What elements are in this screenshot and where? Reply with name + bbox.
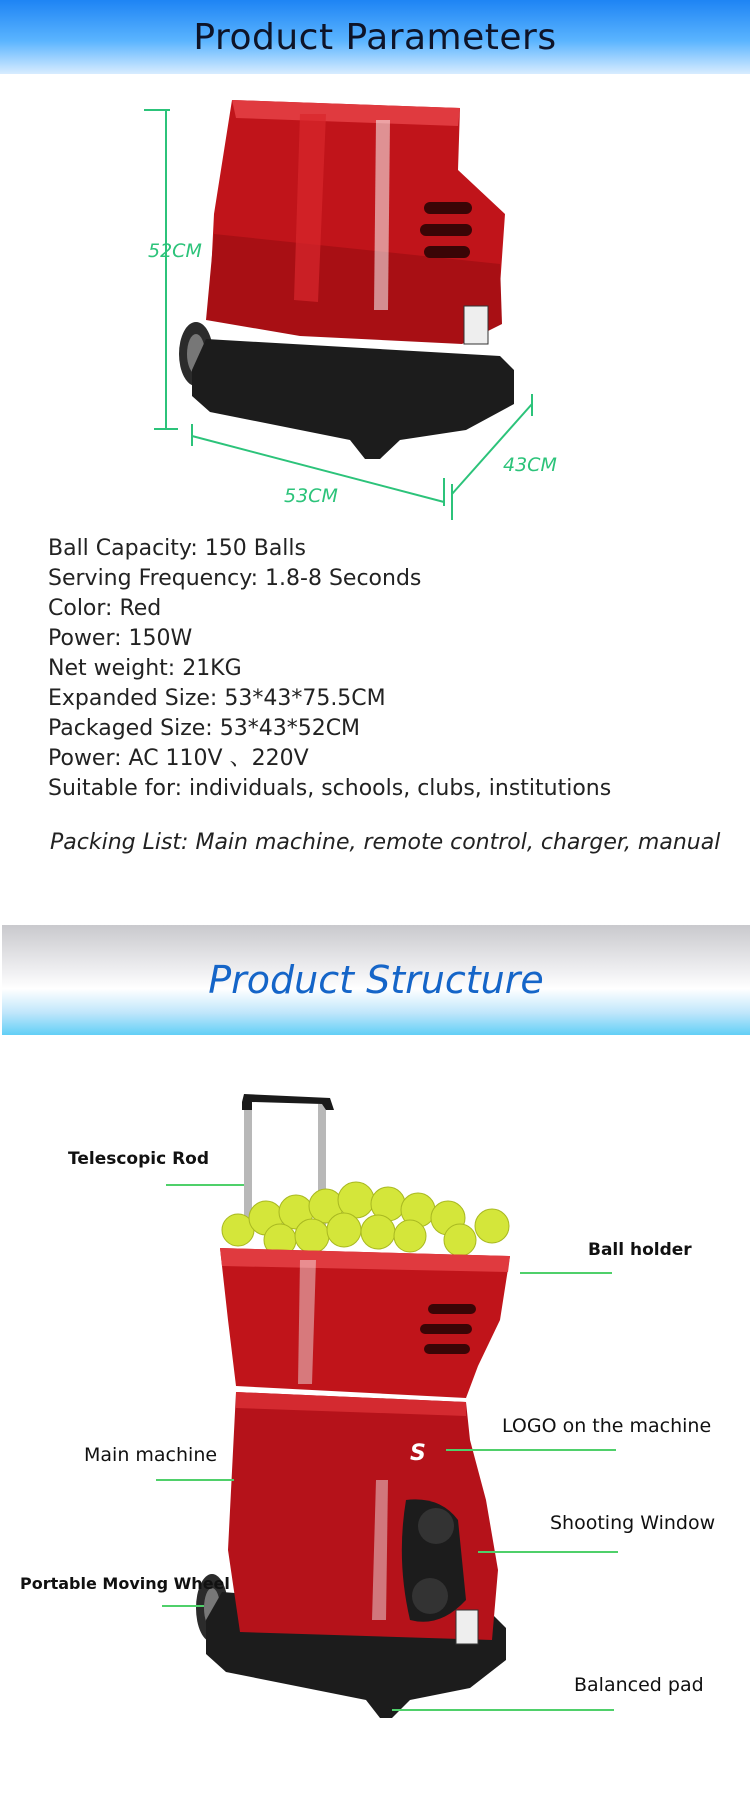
packing-list: Packing List: Main machine, remote control, charger, manual (50, 830, 721, 855)
section-header-parameters (0, 0, 750, 74)
label-moving-wheel: Portable Moving Wheel (20, 1574, 230, 1593)
product-structure-image (0, 1080, 750, 1740)
label-main-machine: Main machine (84, 1444, 218, 1466)
width-dimension-label: 53CM (284, 485, 338, 507)
depth-dimension-label: 43CM (503, 454, 557, 476)
spec-ball-capacity: Ball Capacity: 150 Balls (48, 536, 306, 561)
spec-color: Color: Red (48, 596, 162, 621)
callout-line-shooting-window (478, 1551, 618, 1553)
svg-text:S: S (410, 1441, 426, 1466)
label-ball-holder: Ball holder (588, 1240, 692, 1260)
spec-power: Power: 150W (48, 626, 193, 651)
callout-line-logo (446, 1449, 616, 1451)
label-logo: LOGO on the machine (502, 1415, 712, 1437)
spec-packaged-size: Packaged Size: 53*43*52CM (48, 716, 361, 741)
section-header-structure (2, 925, 750, 1035)
callout-line-balanced-pad (392, 1709, 614, 1711)
spec-serving-frequency: Serving Frequency: 1.8-8 Seconds (48, 566, 422, 591)
spec-expanded-size: Expanded Size: 53*43*75.5CM (48, 686, 386, 711)
callout-line-moving-wheel (162, 1605, 204, 1607)
product-dimension-image (0, 74, 750, 534)
callout-line-ball-holder (520, 1272, 612, 1274)
spec-suitable-for: Suitable for: individuals, schools, clubs, institutions (48, 776, 612, 801)
spec-net-weight: Net weight: 21KG (48, 656, 242, 681)
label-shooting-window: Shooting Window (550, 1512, 716, 1534)
label-telescopic-rod: Telescopic Rod (68, 1149, 210, 1169)
callout-line-telescopic-rod (166, 1184, 244, 1186)
section-title: Product Parameters (193, 16, 557, 58)
structure-title: Product Structure (208, 958, 544, 1002)
height-dimension-label: 52CM (148, 240, 202, 262)
label-balanced-pad: Balanced pad (574, 1674, 704, 1696)
callout-line-main-machine (156, 1479, 234, 1481)
spec-voltage: Power: AC 110V 、220V (48, 746, 309, 771)
